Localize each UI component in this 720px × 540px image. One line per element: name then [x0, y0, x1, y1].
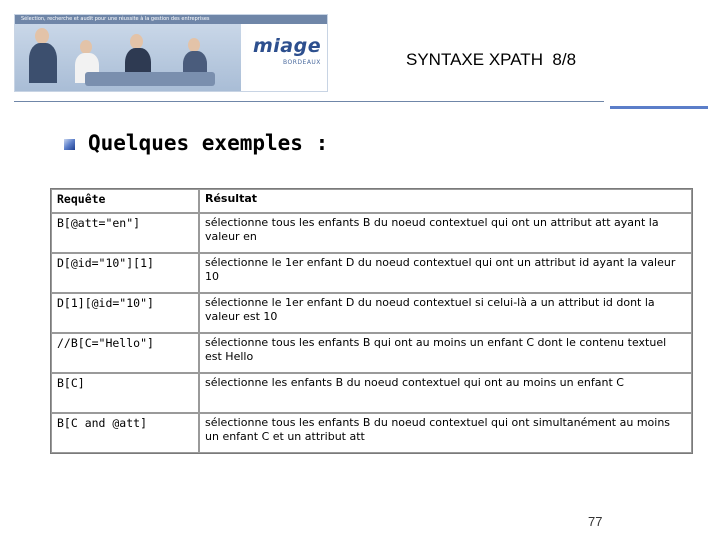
slide-title: SYNTAXE XPATH 8/8	[406, 50, 577, 69]
table-row	[51, 253, 692, 293]
miage-logo: miage	[253, 35, 322, 57]
column-header-request: Requête	[51, 189, 199, 213]
table-row	[51, 333, 692, 373]
header-accent-bar	[610, 106, 708, 109]
desk	[85, 72, 215, 86]
request-cell: //B[C="Hello"]	[51, 333, 199, 373]
request-cell: B[C]	[51, 373, 199, 413]
bullet-icon	[64, 139, 75, 150]
header-banner	[14, 14, 328, 92]
request-cell: D[1][@id="10"]	[51, 293, 199, 333]
table-row	[51, 413, 692, 453]
examples-table	[50, 188, 693, 454]
result-cell: sélectionne le 1er enfant D du noeud contextuel si celui-là a un attribut id dont la valeur est 10	[199, 293, 692, 333]
section-heading: Quelques exemples :	[88, 131, 329, 155]
result-cell: sélectionne les enfants B du noeud contextuel qui ont au moins un enfant C	[199, 373, 692, 413]
banner-photo	[15, 24, 241, 91]
page-number: 77	[588, 514, 603, 529]
result-cell: sélectionne tous les enfants B qui ont au moins un enfant C dont le contenu textuel est Hello	[199, 333, 692, 373]
request-cell: D[@id="10"][1]	[51, 253, 199, 293]
request-cell: B[@att="en"]	[51, 213, 199, 253]
result-cell: sélectionne le 1er enfant D du noeud contextuel qui ont un attribut id ayant la valeur 10	[199, 253, 692, 293]
result-cell: sélectionne tous les enfants B du noeud contextuel qui ont un attribut att ayant la valeur en	[199, 213, 692, 253]
result-cell: sélectionne tous les enfants B du noeud contextuel qui ont simultanément au moins un enfant C et un attribut att	[199, 413, 692, 453]
table-row	[51, 213, 692, 253]
column-header-result: Résultat	[199, 189, 692, 213]
request-cell: B[C and @att]	[51, 413, 199, 453]
logo-subtext: BORDEAUX	[283, 59, 321, 66]
table-header-row	[51, 189, 692, 213]
banner-strip: Sélection, recherche et audit pour une réussite à la gestion des entreprises	[15, 15, 327, 24]
table-row	[51, 293, 692, 333]
header-divider	[14, 101, 604, 102]
table-row	[51, 373, 692, 413]
